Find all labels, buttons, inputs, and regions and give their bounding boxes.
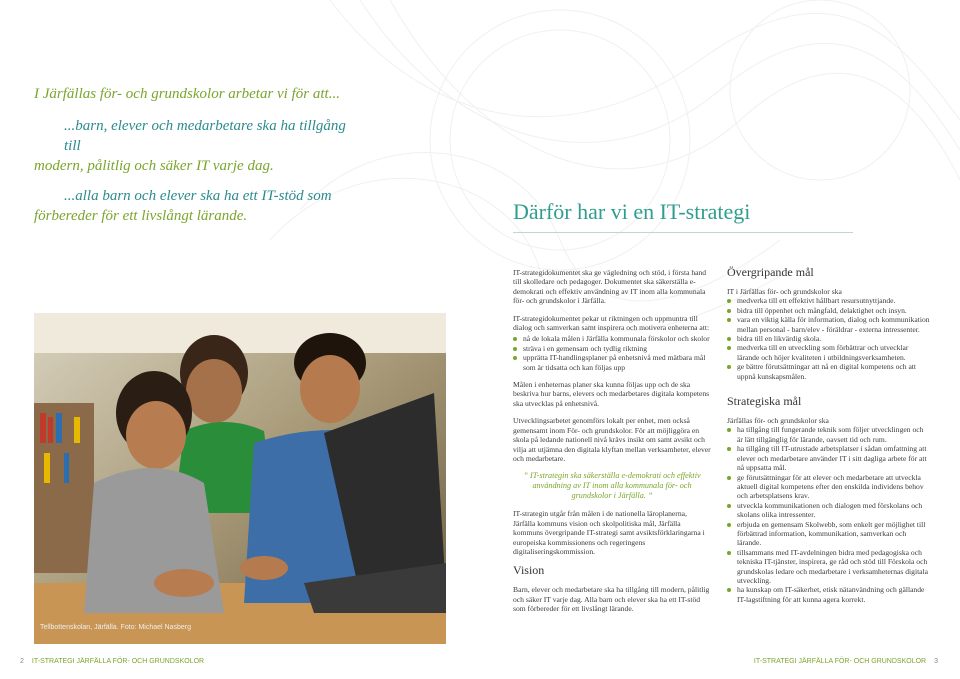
para-vision: Barn, elever och medarbetare ska ha tillgång till modern, pålitlig och säker IT varje dag. Alla barn och elever ska ha ett IT-stöd som förbereder för ett livslångt lärande.	[513, 585, 710, 614]
list-item: upprätta IT-handlingsplaner på enhetsnivå med mätbara mål som är tidsatta och kan följas upp	[513, 353, 711, 372]
photo-illustration	[34, 313, 446, 644]
column-goals	[727, 266, 930, 612]
list-item: ha tillgång till IT-utrustade arbetsplatser i sådan omfattning att elever och medarbetare använder IT i sitt dagliga arbete för att nå uppsatta mål.	[727, 444, 930, 472]
list-item: bidra till öppenhet och mångfald, delaktighet och insyn.	[727, 306, 930, 315]
list-item: ha tillgång till fungerande teknik som följer utvecklingen och är lätt tillgänglig för lärande, oavsett tid och rum.	[727, 425, 930, 444]
students-photo	[34, 313, 446, 644]
heading-vision: Vision	[513, 563, 545, 578]
heading-overall-goals: Övergripande mål	[727, 265, 814, 279]
overall-goals-list	[727, 296, 930, 381]
list-item: sträva i en gemensam och tydlig riktning	[513, 344, 711, 353]
strategic-intro: Järfällas för- och grundskolor ska	[727, 416, 829, 426]
footer-right	[754, 658, 938, 665]
intro-quote	[34, 84, 364, 234]
list-item: medverka till ett effektivt hållbart resursutnyttjande.	[727, 296, 930, 305]
para-development: Utvecklingsarbetet genomförs lokalt per enhet, men också gemensamt inom För- och grundskolor. För att möjliggöra en skola på ledande nationell nivå krävs insikt om samt avsikt och vilja att utjämna den digitala klyftan mellan verksamheter, elever och medarbetare.	[513, 416, 711, 463]
column-intro	[513, 268, 711, 622]
list-item: erbjuda en gemensam Skolwebb, som enkelt ger möjlighet till förbättrad information, kommunikation, samverkan och lärande.	[727, 520, 930, 548]
aims-list	[513, 334, 711, 372]
list-item: nå de lokala målen i Järfälla kommunala förskolor och skolor	[513, 334, 711, 343]
goals-intro: IT i Järfällas för- och grundskolor ska	[727, 287, 842, 296]
footer-left-text: IT-STRATEGI JÄRFÄLLA FÖR- OCH GRUNDSKOLOR	[31, 658, 205, 665]
strategic-goals-list	[727, 425, 930, 604]
list-item: utveckla kommunikationen och dialogen med förskolans och skolans olika intressenter.	[727, 501, 930, 520]
list-item: ha kunskap om IT-säkerhet, etisk nätanvändning och gällande IT-lagstiftning för att kunna agera korrekt.	[727, 585, 930, 604]
heading-strategic-goals: Strategiska mål	[727, 394, 802, 409]
footer-right-text: IT-STRATEGI JÄRFÄLLA FÖR- OCH GRUNDSKOLOR	[753, 658, 927, 665]
page-number-right: 3	[934, 658, 938, 665]
photo-caption: Tellbottenskolan, Järfälla. Foto: Michael Nasberg	[40, 624, 191, 631]
list-item: bidra till en likvärdig skola.	[727, 334, 930, 343]
para-basis: IT-strategin utgår från målen i de nationella läroplanerna, Järfälla kommuns vision och skolpolitiska mål, Järfälla kommuns övergripande IT-strategi samt avsiktsförklaringarna i europeiska kommissionens och regeringens digitaliseringskommission.	[513, 509, 705, 556]
list-item: ge förutsättningar för att elever och medarbetare att utveckla aktuell digital kompetens efter den enskilda individens behov och arbetsplatsens krav.	[727, 473, 930, 501]
page-title: Därför har vi en IT-strategi	[513, 199, 751, 224]
list-item: tillsammans med IT-avdelningen bidra med pedagogiska och tekniska IT-tjänster, inspirera, ge råd och stöd till Förskola och grundskolas ledare och medarbetare i verksamheternas digitala utveckling.	[727, 548, 930, 586]
intro-lead: I Järfällas för- och grundskolor arbetar vi för att...	[34, 86, 340, 102]
list-item: medverka till en utveckling som förbättrar och utvecklar lärande och höjer kvaliteten i utbildningsverksamheten.	[727, 343, 930, 362]
intro-line-1b: modern, pålitlig och säker IT varje dag.	[34, 158, 274, 174]
intro-line-2b: förbereder för ett livslångt lärande.	[34, 208, 248, 224]
page-number-left: 2	[20, 658, 24, 665]
intro-line-2a: ...alla barn och elever ska ha ett IT-stöd som	[64, 188, 332, 204]
para-followup: Målen i enheternas planer ska kunna följas upp och de ska beskriva hur barns, elevers och medarbetares digitala kompetens ska utvecklas på enhetsnivå.	[513, 380, 710, 408]
list-item: vara en viktig källa för information, dialog och kommunikation mellan personal - barn/elev - föräldrar - externa intressenter.	[727, 315, 930, 334]
pull-quote: ” IT-strategin ska säkerställa e-demokrati och effektiv användning av IT inom alla kommunala för- och grundskolor i Järfälla. ”	[523, 471, 701, 501]
list-item: ge bättre förutsättningar att nå en digital kompetens och att uppnå kunskapsmålen.	[727, 362, 930, 381]
footer-left	[20, 658, 204, 665]
title-divider	[513, 232, 853, 233]
intro-line-1a: ...barn, elever och medarbetare ska ha tillgång till	[64, 118, 346, 154]
para-direction: IT-strategidokumentet pekar ut riktningen och uppmuntra till dialog och samverkan samt inspirera och motivera enheterna att:	[513, 313, 710, 333]
para-purpose: IT-strategidokumentet ska ge vägledning och stöd, i första hand till skolledare och pedagoger. Dokumentet ska säkerställa e-demokrati och effektiv användning av IT inom alla kommunala för- och grundskolor i Järfälla.	[513, 268, 707, 306]
